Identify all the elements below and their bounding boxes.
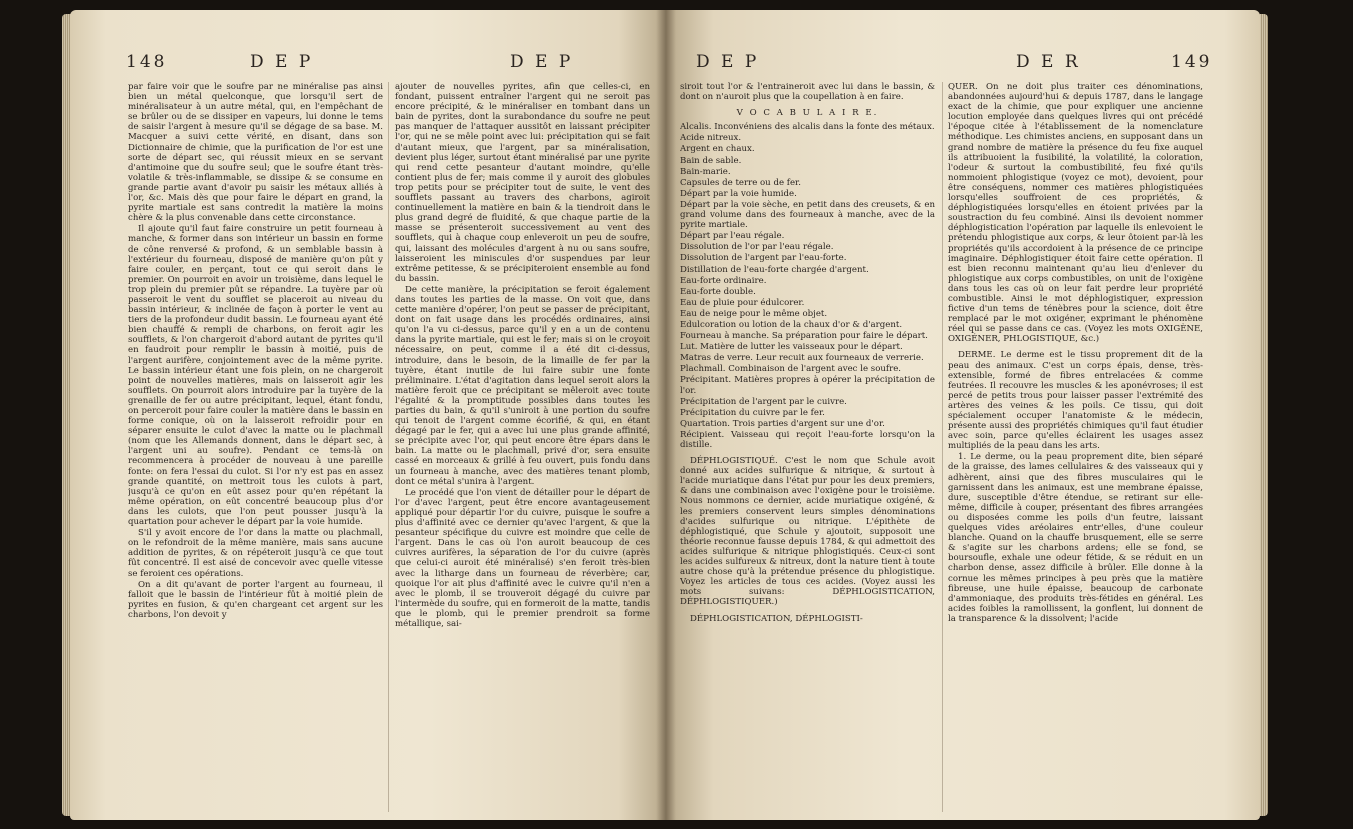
paragraph: S'il y avoit encore de l'or dans la matte ou plachmall, on le refondroit de la même manière, mais sans aucune addition de pyrites, & on répéteroit jusqu'à ce que tout fût concentré. Il est aisé de concevoir avec quelle vitesse se feroient ces opérations.	[128, 528, 383, 579]
right-running-title: D E R	[1016, 52, 1081, 72]
paragraph: V O C A B U L A I R E.	[736, 108, 879, 119]
paragraph: par faire voir que le soufre par ne minéralise pas ainsi bien un métal quelconque, que lorsqu'il sert de minéralisateur à un autre métal, qui, en l'empêchant de se brûler ou de se dissiper en vapeurs, lui donne le tems de saisir l'argent à mesure qu'il se dégage de sa base. M. Macquer a suivi cette vérité, en disant, dans son Dictionnaire de chimie, que la purification de l'or est une sorte de départ sec, qui réussit mieux en se servant d'antimoine que du soufre seul; que le soufre étant très-volatile & très-inflammable, se dissipe & se consume en grande partie avant d'avoir pu saisir les métaux alliés à l'or, &c. Mais dès que pour faire le départ en grand, la pyrite martiale est sans contredit la matière la moins chère & la plus convenable dans cette circonstance.	[128, 82, 383, 224]
paragraph: 1. Le derme, ou la peau proprement dite, bien séparé de la graisse, des lames cellulaires & des vaisseaux qui y adhèrent, ainsi que des fibres musculaires qui le garnissent dans les animaux, est une membrane épaisse, dure, susceptible d'être étendue, se retirant sur elle-même, difficile à couper, présentant des fibres arrangées ou disposées comme les poils d'un feutre, laissant quelques vides aréolaires entr'elles, d'une couleur blanche. Quand on la chauffe brusquement, elle se serre & s'agite sur les charbons ardens; elle se fond, se boursoufle, exhale une odeur fétide, & se réduit en un charbon dense, assez difficile à brûler. Elle donne à la cornue les mêmes principes à peu près que la matière fibreuse, une huile épaisse, beaucoup de carbonate d'ammoniaque, des produits très-fétides en général. Les acides foibles la ramollissent, la gonflent, lui donnent de la transparence & la dissolvent; l'acide	[948, 452, 1203, 624]
paragraph: De cette manière, la précipitation se feroit également dans toutes les parties de la masse. On voit que, dans cette manière d'opérer, l'on peut se passer de précipitant, dont on fait usage dans les procédés ordinaires, ainsi qu'on l'a vu ci-dessus, parce qu'il y en a un de contenu dans la pyrite martiale, qui est le fer; mais si on le croyoit nécessaire, on peut, comme il a été dit ci-dessus, introduire, dans le besoin, de la limaille de fer par la tuyère, étant inutile de lui faire subir une fonte préliminaire. L'état d'agitation dans lequel seroit alors la matière feroit que ce précipitant se mêleroit avec toute l'égalité & la promptitude possibles dans toutes les parties du bain, & qu'il s'uniroit à une portion du soufre qui tenoit de l'argent comme écorifié, & qui, en étant dégagé par le fer, qui a avec lui une plus grande affinité, se précipite avec l'or, qui peut encore être épars dans le bain. La matte ou le plachmall, privé d'or, sera ensuite cassé en morceaux & grillé à feu ouvert, puis fondu dans un fourneau à manche, avec des matières tenant plomb, dont ce métal s'unira à l'argent.	[395, 284, 650, 487]
paragraph: Dissolution de l'argent par l'eau-forte.	[680, 253, 847, 264]
paragraph: Il ajoute qu'il faut faire construire un petit fourneau à manche, & former dans son intérieur un bassin en forme de cône renversé & profond, & un semblable bassin à l'extérieur du fourneau, disposé de manière qu'on pût y faire couler, en perçant, tout ce qui seroit dans le premier. On pourroit en avoir un troisième, dans lequel le trop plein du premier pût se répandre. La tuyère par où passeroit le vent du soufflet se placeroit au niveau du bassin intérieur, & inclinée de façon à porter le vent au tiers de la profondeur dudit bassin. Le fourneau ayant été bien chauffé & rempli de charbons, on feroit agir les soufflets, & l'on chargeroit d'abord autant de pyrites qu'il en faudroit pour remplir le bassin à moitié, puis de l'argent aurifère, conjointement avec de la même pyrite. Le bassin intérieur étant une fois plein, on ne chargeroit point de nouvelles matières, mais on laisseroit agir les soufflets. On pourroit alors introduire par la tuyère de la grenaille de fer ou autre précipitant, lequel, étant fondu, on perceroit pour faire couler la matière dans le bassin en forme conique, où on la laisseroit refroidir pour en séparer ensuite le culot d'avec la matte ou le plachmall (nom que les Allemands donnent, dans le départ sec, à l'argent uni au soufre). Pendant ce tems-là on recommencera à procéder de nouveau à une pareille fonte: on fera l'essai du culot. Si l'or n'y est pas en assez grande quantité, on mettroit tous les culots à part, jusqu'à ce qu'on en eût assez pour qu'en répétant la même opération, on eût concentré beaucoup plus d'or dans les culots, que l'on peut pousser jusqu'à la quartation pour achever le départ par la voie humide.	[128, 224, 383, 528]
paragraph: Fourneau à manche. Sa préparation pour faire le départ.	[680, 331, 928, 342]
paragraph: Précipitant. Matières propres à opérer la précipitation de l'or.	[680, 375, 935, 396]
paragraph: Départ par la voie humide.	[680, 188, 797, 199]
left-page-column-1	[128, 82, 383, 817]
paragraph: DERME. Le derme est le tissu proprement dit de la peau des animaux. C'est un corps épais, dense, très-extensible, formé de fibres entrelacées & comme feutrées. Il recouvre les muscles & les aponévroses; il est percé de petits trous pour laisser passer l'extrémité des artères des veines & les poils. Ce tissu, qui doit spécialement occuper l'anatomiste & le médecin, présente aussi des propriétés chimiques qu'il faut étudier avec soin, parce qu'elles éclairent les usages assez multipliés de la peau dans les arts.	[948, 350, 1203, 452]
right-column-rule	[942, 82, 943, 812]
paragraph: Précipitation du cuivre par le fer.	[680, 407, 825, 418]
paragraph: Lut. Matière de lutter les vaisseaux pour le départ.	[680, 342, 903, 353]
right-page-column-2	[948, 82, 1203, 817]
paragraph: siroit tout l'or & l'entraineroit avec lui dans le bassin, & dont on n'auroit plus que la coupellation à en faire.	[680, 82, 935, 103]
left-page-number: 148	[126, 52, 168, 72]
paragraph: Capsules de terre ou de fer.	[680, 177, 801, 188]
paragraph: Eau de pluie pour édulcorer.	[680, 297, 805, 308]
paragraph: Le procédé que l'on vient de détailler pour le départ de l'or d'avec l'argent, peut être encore avantageusement appliqué pour départir l'or du cuivre, puisque le soufre a plus d'affinité avec ce dernier qu'avec l'argent, & que la pesanteur spécifique du cuivre est moindre que celle de l'argent. Dans le cas où l'on auroit beaucoup de ces cuivres aurifères, la séparation de l'or du cuivre (après que celui-ci auroit été minéralisé) s'en feroit très-bien avec la litharge dans un fourneau de réverbère; car, quoique l'or ait plus d'affinité avec le cuivre qu'il n'en a avec le plomb, il se trouveroit dégagé du cuivre par l'intermède du soufre, qui en formeroit de la matte, tandis que le plomb, qui le premier prendroit sa forme métallique, sai-	[395, 487, 650, 629]
paragraph: Edulcoration ou lotion de la chaux d'or & d'argent.	[680, 319, 903, 330]
paragraph: Récipient. Vaisseau qui reçoit l'eau-forte lorsqu'on la distille.	[680, 429, 935, 450]
paragraph: Bain-marie.	[680, 166, 731, 177]
paragraph: Eau de neige pour le même objet.	[680, 308, 828, 319]
left-running-title: D E P	[250, 52, 314, 72]
paragraph: Distillation de l'eau-forte chargée d'argent.	[680, 264, 869, 275]
paragraph: Eau-forte double.	[680, 286, 756, 297]
paragraph: Dissolution de l'or par l'eau régale.	[680, 242, 834, 253]
paragraph: QUER. On ne doit plus traiter ces dénominations, abandonnées aujourd'hui & depuis 1787, dans le langage exact de la chimie, que pour expliquer une ancienne locution employée dans quelques livres qui ont précédé l'époque citée à l'établissement de la nomenclature méthodique. Les chimistes anciens, en supposant dans un grand nombre de matière la présence du feu fixe auquel ils attribuoient la fusibilité, la volatilité, la coloration, l'odeur & surtout la combustibilité, feu fixé qu'ils nommoient phlogistique (voyez ce mot), devoient, pour être conséquens, nommer ces matières phlogistiquées lorsqu'elles souffroient de ces propriétés, & déphlogistiquées lorsqu'elles en étoient privées par la soustraction du feu combiné. Ainsi ils devoient nommer déphlogistication l'opération par laquelle ils enlevoient le prétendu phlogistique aux corps, & leur ôtoient par-là les propriétés qu'ils accordoient à la présence de ce principe imaginaire. Déphlogistiquer étoit faire cette opération. Il est bien reconnu maintenant qu'au lieu d'enlever du phlogistique aux corps combustibles, on unit de l'oxigène dans tous les cas où on leur fait perdre leur propriété combustible. Ainsi le mot déphlogistiquer, expression fictive d'un tems de ténèbres pour la science, doit être remplacé par le mot oxigéner, exprimant le phénomène réel qui se passe dans ce cas. (Voyez les mots OXIGÈNE, OXIGÉNER, PHLOGISTIQUE, &c.)	[948, 82, 1203, 345]
left-running-title-2: D E P	[510, 52, 574, 72]
book-spine	[656, 10, 676, 820]
paragraph: Précipitation de l'argent par le cuivre.	[680, 396, 847, 407]
paragraph: ajouter de nouvelles pyrites, afin que celles-ci, en fondant, puissent entraîner l'argent qui ne seroit pas encore précipité, & le minéraliser en tombant dans un bain de pyrites, dont la surabondance du soufre ne peut pas manquer de l'attaquer aussitôt en laissant précipiter l'or, qui ne se mêle point avec lui: précipitation qui se fait d'autant mieux, que l'argent, par sa minéralisation, devient plus léger, surtout étant minéralisé par une pyrite qui rend cette pesanteur d'autant moindre, qu'elle contient plus de fer; mais comme il y auroit des globules trop petits pour se précipiter tout de suite, le vent des soufflets passant au travers des charbons, agiroit continuellement la matière en bain & la tiendroit dans le plus grand degré de fluidité, & que chaque partie de la masse se présenteroit successivement au vent des soufflets, qui à chaque coup enleveroit un peu de soufre, qui, laissant des molécules d'argent à nu ou sans soufre, laisseroient les miniscules d'or suspendues par leur extrême petitesse, & se précipiteroient ensemble au fond du bassin.	[395, 82, 650, 284]
paragraph: Départ par la voie sèche, en petit dans des creusets, & en grand volume dans des fourneaux à manche, avec de la pyrite martiale.	[680, 199, 935, 231]
paragraph: On a dit qu'avant de porter l'argent au fourneau, il falloit que le bassin de l'intérieur fût à moitié plein de pyrites en fusion, & qu'en chargeant cet argent sur les charbons, l'on devoit y	[128, 579, 383, 620]
paragraph: DÉPHLOGISTIQUÉ. C'est le nom que Schule avoit donné aux acides sulfurique & nitrique, & surtout à l'acide muriatique dans l'état pur pour les deux premiers, & dans une combinaison avec l'oxigène pour le troisième. Nous nommons ce dernier, acide muriatique oxigéné, & les premiers conservent leurs simples dénominations d'acides sulfurique ou nitrique. L'épithète de déphlogistiqué, que Schule y ajoutoit, supposoit une théorie reconnue fausse depuis 1784, & qui admettoit des acides sulfurique & nitrique phlogistiqués. Ceux-ci sont les acides sulfureux & nitreux, dont la nature tient à toute autre chose qu'à la prétendue présence du phlogistique. Voyez les articles de tous ces acides. (Voyez aussi les mots suivans: DÉPHLOGISTICATION, DÉPHLOGISTIQUER.)	[680, 456, 935, 608]
left-page	[70, 10, 666, 820]
paragraph: Plachmall. Combinaison de l'argent avec le soufre.	[680, 364, 902, 375]
paragraph: Eau-forte ordinaire.	[680, 275, 767, 286]
paragraph: Quartation. Trois parties d'argent sur une d'or.	[680, 418, 885, 429]
right-page	[666, 10, 1260, 820]
left-column-rule	[388, 82, 389, 812]
paragraph: DÉPHLOGISTICATION, DÉPHLOGISTI-	[690, 613, 863, 624]
left-page-column-2	[395, 82, 650, 817]
right-page-number: 149	[1171, 52, 1213, 72]
right-running-title-1: D E P	[696, 52, 760, 72]
paragraph: Argent en chaux.	[680, 144, 755, 155]
paragraph: Matras de verre. Leur recuit aux fourneaux de verrerie.	[680, 353, 924, 364]
paragraph: Bain de sable.	[680, 155, 742, 166]
paragraph: Départ par l'eau régale.	[680, 231, 785, 242]
paragraph: Acide nitreux.	[680, 133, 742, 144]
right-page-column-1	[680, 82, 935, 817]
paragraph: Alcalis. Inconvéniens des alcalis dans la fonte des métaux.	[680, 122, 935, 133]
